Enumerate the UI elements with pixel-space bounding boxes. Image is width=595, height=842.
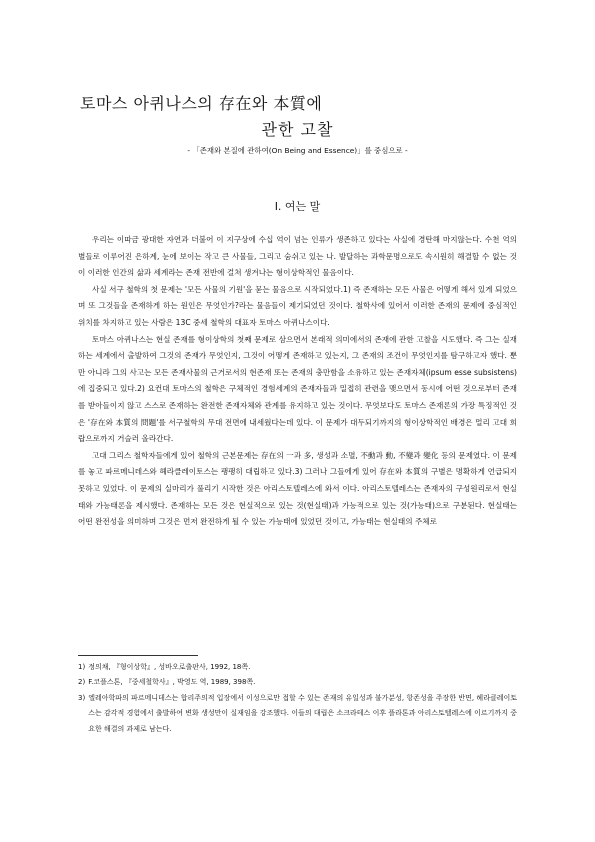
paragraph-2: 사실 서구 철학의 첫 문제는 '모든 사물의 기원'을 묻는 물음으로 시작되었다.1) 즉 존재하는 모든 사물은 어떻게 해서 있게 되었으며 또 그것들을 존재하게 하는 원인은 무엇인가?라는 물음들이 제기되었던 것이다. 철학사에 있어서 이러한 존재의 문제에 중심적인 위치를 차지하고 있는 사람은 13C 중세 철학의 대표자 토마스 아퀴나스이다. [78, 284, 517, 327]
page-subtitle: - 「존재와 본질에 관하여(On Being and Essence)」를 중심으로 - [187, 146, 408, 155]
footnote-number: 3) [78, 693, 86, 702]
footnote-divider [78, 655, 198, 656]
body-text [78, 232, 517, 531]
paragraph-1: 우리는 이따금 광대한 자연과 더불어 이 지구상에 수십 억이 넘는 인류가 생존하고 있다는 사실에 경탄해 마지않는다. 수천 억의 별들로 이루어진 은하계, 눈에 보이는 작고 큰 사물들, 그리고 숨쉬고 있는 나. 발달하는 과학문명으로도 속시원히 해결할 수 없는 것이 이러한 인간의 삶과 세계라는 존재 전반에 걸쳐 생겨나는 형이상학적인 물음이다. [78, 235, 517, 278]
section-heading: Ⅰ. 여는 말 [274, 200, 321, 213]
footnotes [78, 660, 517, 737]
footnote-1 [78, 660, 517, 675]
page-title-line-2: 관한 고찰 [261, 120, 334, 139]
footnote-2 [78, 675, 517, 690]
paragraph-4: 고대 그리스 철학자들에게 있어 철학의 근본문제는 存在의 一과 多, 생성과 소멸, 不動과 動, 不變과 變化 등의 문제였다. 이 문제를 놓고 파르메니데스와 헤라클레이토스는 팽팽히 대립하고 있다.3) 그러나 그들에게 있어 存在와 本質의 구별은 명확하게 언급되지 못하고 있었다. 이 문제의 실마리가 풀리기 시작한 것은 아리스토텔레스에 와서 이다. 아리스토텔레스는 존재자의 구성원리로서 현실태와 가능태론을 제시했다. 존재하는 모든 것은 현실적으로 있는 것(현실태)과 가능적으로 있는 것(가능태)으로 구분된다. 현실태는 어떤 완전성을 의미하며 그것은 먼저 완전하게 될 수 있는 가능태에 있었던 것이고, 가능태는 현실태의 주체로 [78, 450, 517, 527]
footnote-text: F.코플스톤, 『중세철학사』, 박영도 역, 1989, 398쪽. [88, 678, 256, 687]
paragraph-3: 토마스 아퀴나스는 현실 존재를 형이상학의 첫째 문제로 삼으면서 본래적 의미에서의 존재에 관한 고찰을 시도했다. 즉 그는 실재하는 세계에서 출발하여 그것의 존재가 무엇인지, 그것이 어떻게 존재하고 있는지, 그 존재의 조건이 무엇인지를 탐구하고자 했다. 뿐만 아니라 그의 사고는 모든 존재사물의 근거로서의 현존재 또는 존재의 충만함을 소유하고 있는 존재자체(ipsum esse subsistens)에 집중되고 있다.2) 요컨대 토마스의 철학은 구체적인 경험세계의 존재자들과 밀접히 관련을 맺으면서 동시에 어떤 것으로부터 존재를 받아들이지 않고 스스로 존재하는 완전한 존재자체와 관계를 유지하고 있는 것이다. 무엇보다도 토마스 존재론의 가장 특징적인 것은 '存在와 本質의 問題'를 서구철학의 무대 전면에 내세웠다는데 있다. 이 문제가 대두되기까지의 형이상학적인 배경은 멀리 고대 희랍으로까지 거슬러 올라간다. [78, 334, 517, 444]
footnote-text: 정의채, 『형이상학』, 성바오로출판사, 1992, 18쪽. [88, 663, 251, 671]
footnote-3 [78, 691, 517, 737]
footnote-number: 1) [78, 663, 86, 671]
page-title-line-1: 토마스 아퀴나스의 存在와 本質에 [80, 94, 323, 113]
footnote-text: 엘레아학파의 파르메니데스는 합리주의적 입장에서 이성으로만 접할 수 있는 존재의 유일성과 불가분성, 항존성을 주장한 반면, 헤라클레이토스는 감각적 경험에서 출발하여 변화 생성만이 실재임을 강조했다. 이들의 대립은 소크라테스 이후 플라톤과 아리스토텔레스에 이르기까지 중요한 해결의 과제로 남는다. [88, 693, 517, 733]
footnote-number: 2) [78, 678, 86, 687]
